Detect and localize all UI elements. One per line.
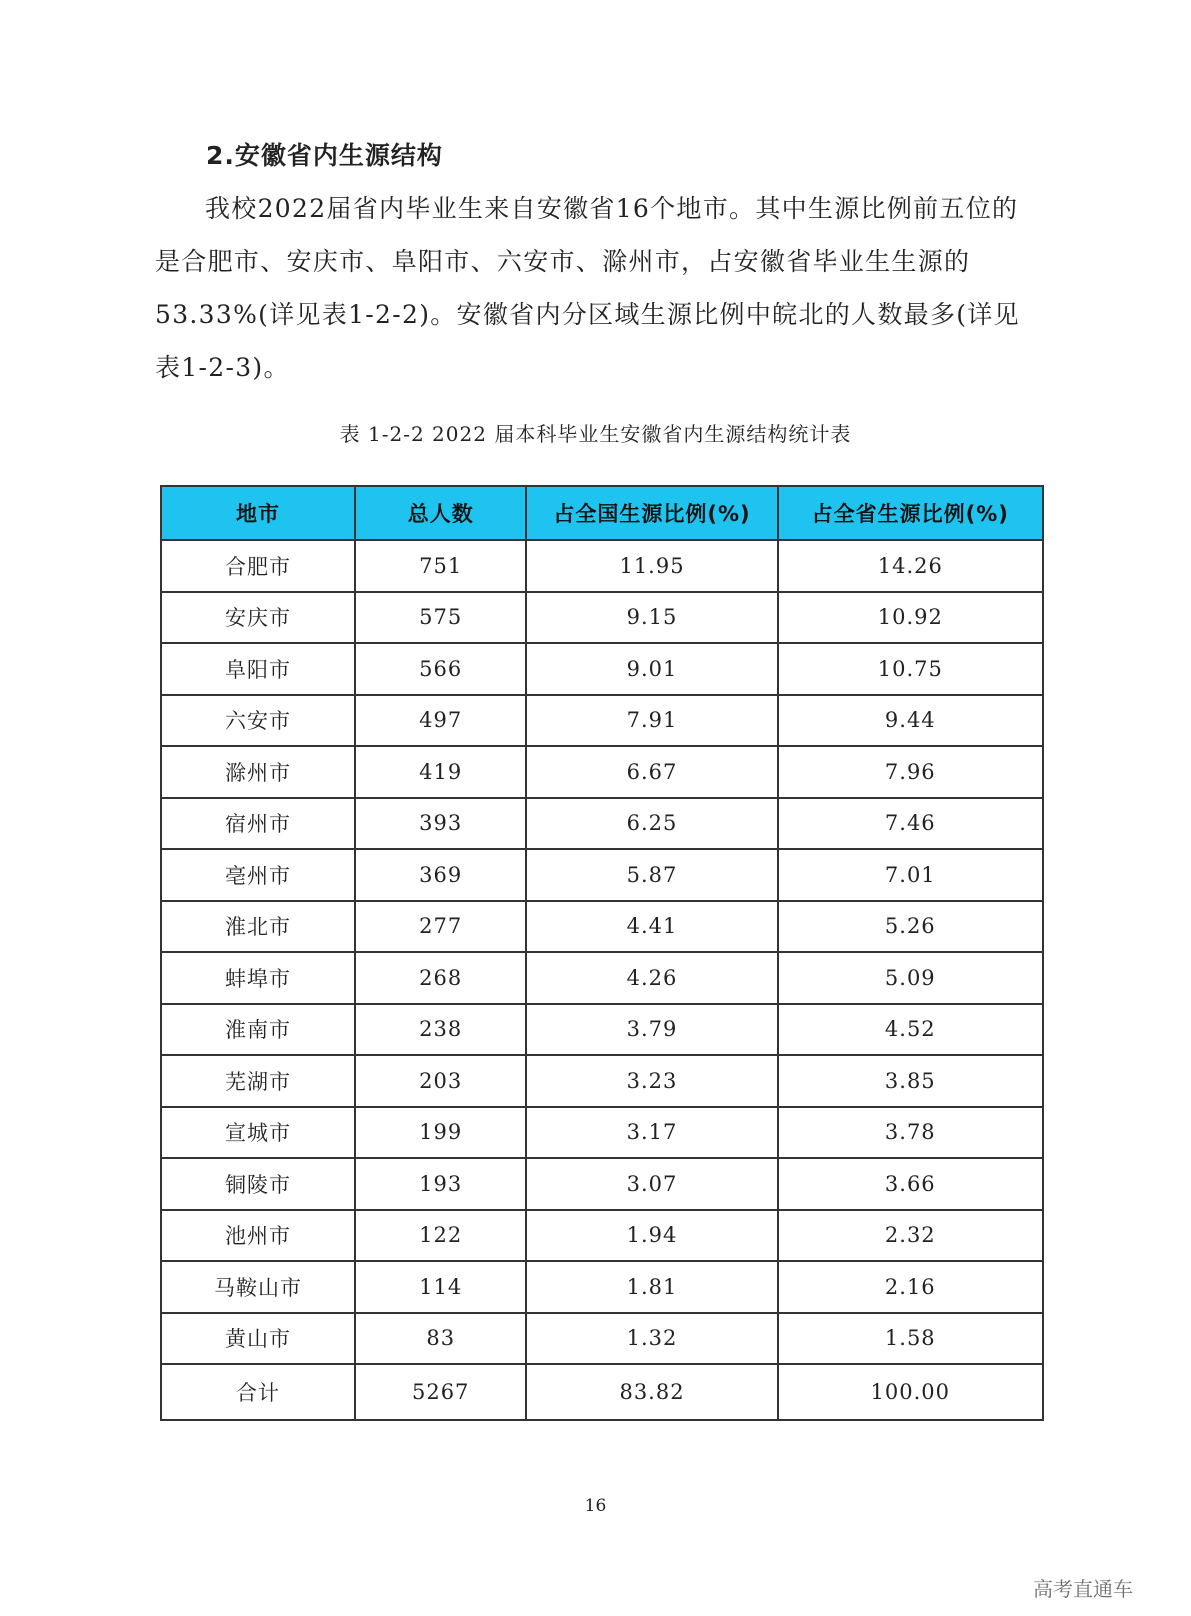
cell-province-ratio: 1.58 xyxy=(778,1313,1043,1365)
table-row xyxy=(161,1261,1043,1313)
cell-city: 阜阳市 xyxy=(161,643,355,695)
cell-national-ratio: 4.26 xyxy=(526,952,777,1004)
cell-national-ratio: 6.25 xyxy=(526,798,777,850)
cell-city: 淮北市 xyxy=(161,901,355,953)
cell-province-ratio: 5.09 xyxy=(778,952,1043,1004)
cell-national-ratio: 5.87 xyxy=(526,849,777,901)
source-structure-table xyxy=(160,485,1044,1421)
cell-province-ratio: 7.46 xyxy=(778,798,1043,850)
cell-province-ratio: 10.75 xyxy=(778,643,1043,695)
table-row xyxy=(161,746,1043,798)
cell-province-ratio: 5.26 xyxy=(778,901,1043,953)
cell-city: 黄山市 xyxy=(161,1313,355,1365)
table-row xyxy=(161,901,1043,953)
cell-count: 238 xyxy=(355,1004,527,1056)
table-row xyxy=(161,952,1043,1004)
cell-province-ratio: 10.92 xyxy=(778,592,1043,644)
cell-count: 575 xyxy=(355,592,527,644)
cell-city: 铜陵市 xyxy=(161,1158,355,1210)
cell-count: 419 xyxy=(355,746,527,798)
cell-count: 566 xyxy=(355,643,527,695)
cell-national-ratio: 1.81 xyxy=(526,1261,777,1313)
cell-city: 芜湖市 xyxy=(161,1055,355,1107)
total-row xyxy=(161,1364,1043,1420)
page-number: 16 xyxy=(584,1496,607,1516)
cell-province-ratio: 3.66 xyxy=(778,1158,1043,1210)
cell-province-ratio: 9.44 xyxy=(778,695,1043,747)
cell-national-ratio: 3.79 xyxy=(526,1004,777,1056)
table-row xyxy=(161,1313,1043,1365)
cell-province-ratio: 2.32 xyxy=(778,1210,1043,1262)
cell-count: 369 xyxy=(355,849,527,901)
watermark: 高考直通车 xyxy=(1033,1577,1133,1601)
table-header xyxy=(161,486,1043,540)
cell-city: 淮南市 xyxy=(161,1004,355,1056)
cell-province-ratio: 2.16 xyxy=(778,1261,1043,1313)
cell-province-ratio: 4.52 xyxy=(778,1004,1043,1056)
cell-national-ratio: 7.91 xyxy=(526,695,777,747)
cell-count: 122 xyxy=(355,1210,527,1262)
cell-count: 393 xyxy=(355,798,527,850)
cell-city: 宣城市 xyxy=(161,1107,355,1159)
table-body xyxy=(161,540,1043,1420)
cell-city: 蚌埠市 xyxy=(161,952,355,1004)
cell-national-ratio: 1.32 xyxy=(526,1313,777,1365)
table-row xyxy=(161,1107,1043,1159)
cell-count: 203 xyxy=(355,1055,527,1107)
header-row xyxy=(161,486,1043,540)
table-row xyxy=(161,643,1043,695)
table-row xyxy=(161,1004,1043,1056)
cell-national-ratio: 3.07 xyxy=(526,1158,777,1210)
intro-paragraph-text: 我校2022届省内毕业生来自安徽省16个地市。其中生源比例前五位的是合肥市、安庆市、阜阳市、六安市、滁州市，占安徽省毕业生生源的53.33%(详见表1-2-2)。安徽省内分区域生源比例中皖北的人数最多(详见表1-2-3)。 xyxy=(155,194,1020,382)
cell-count: 193 xyxy=(355,1158,527,1210)
table-row xyxy=(161,798,1043,850)
cell-province-ratio: 3.78 xyxy=(778,1107,1043,1159)
cell-count: 277 xyxy=(355,901,527,953)
table-row xyxy=(161,1158,1043,1210)
table-row xyxy=(161,1210,1043,1262)
cell-national-ratio: 9.15 xyxy=(526,592,777,644)
cell-count: 497 xyxy=(355,695,527,747)
table-row xyxy=(161,592,1043,644)
column-header-province-ratio: 占全省生源比例(%) xyxy=(778,486,1043,540)
table-row xyxy=(161,695,1043,747)
table-row xyxy=(161,540,1043,592)
cell-city: 六安市 xyxy=(161,695,355,747)
total-cell-city: 合计 xyxy=(161,1364,355,1420)
cell-national-ratio: 3.17 xyxy=(526,1107,777,1159)
cell-city: 合肥市 xyxy=(161,540,355,592)
cell-province-ratio: 3.85 xyxy=(778,1055,1043,1107)
cell-province-ratio: 14.26 xyxy=(778,540,1043,592)
total-cell-count: 5267 xyxy=(355,1364,527,1420)
table-row xyxy=(161,1055,1043,1107)
column-header-count: 总人数 xyxy=(355,486,527,540)
cell-national-ratio: 3.23 xyxy=(526,1055,777,1107)
cell-city: 池州市 xyxy=(161,1210,355,1262)
cell-national-ratio: 1.94 xyxy=(526,1210,777,1262)
cell-city: 安庆市 xyxy=(161,592,355,644)
cell-national-ratio: 11.95 xyxy=(526,540,777,592)
cell-count: 751 xyxy=(355,540,527,592)
table-row xyxy=(161,849,1043,901)
cell-city: 宿州市 xyxy=(161,798,355,850)
cell-count: 83 xyxy=(355,1313,527,1365)
cell-city: 马鞍山市 xyxy=(161,1261,355,1313)
column-header-city: 地市 xyxy=(161,486,355,540)
table-caption: 表 1-2-2 2022 届本科毕业生安徽省内生源结构统计表 xyxy=(339,422,852,446)
cell-count: 199 xyxy=(355,1107,527,1159)
cell-province-ratio: 7.01 xyxy=(778,849,1043,901)
total-cell-national-ratio: 83.82 xyxy=(526,1364,777,1420)
cell-count: 114 xyxy=(355,1261,527,1313)
intro-paragraph xyxy=(155,182,1035,394)
column-header-national-ratio: 占全国生源比例(%) xyxy=(526,486,777,540)
cell-city: 滁州市 xyxy=(161,746,355,798)
cell-city: 亳州市 xyxy=(161,849,355,901)
total-cell-province-ratio: 100.00 xyxy=(778,1364,1043,1420)
cell-national-ratio: 9.01 xyxy=(526,643,777,695)
cell-national-ratio: 6.67 xyxy=(526,746,777,798)
cell-province-ratio: 7.96 xyxy=(778,746,1043,798)
cell-national-ratio: 4.41 xyxy=(526,901,777,953)
section-heading: 2.安徽省内生源结构 xyxy=(206,141,443,170)
cell-count: 268 xyxy=(355,952,527,1004)
